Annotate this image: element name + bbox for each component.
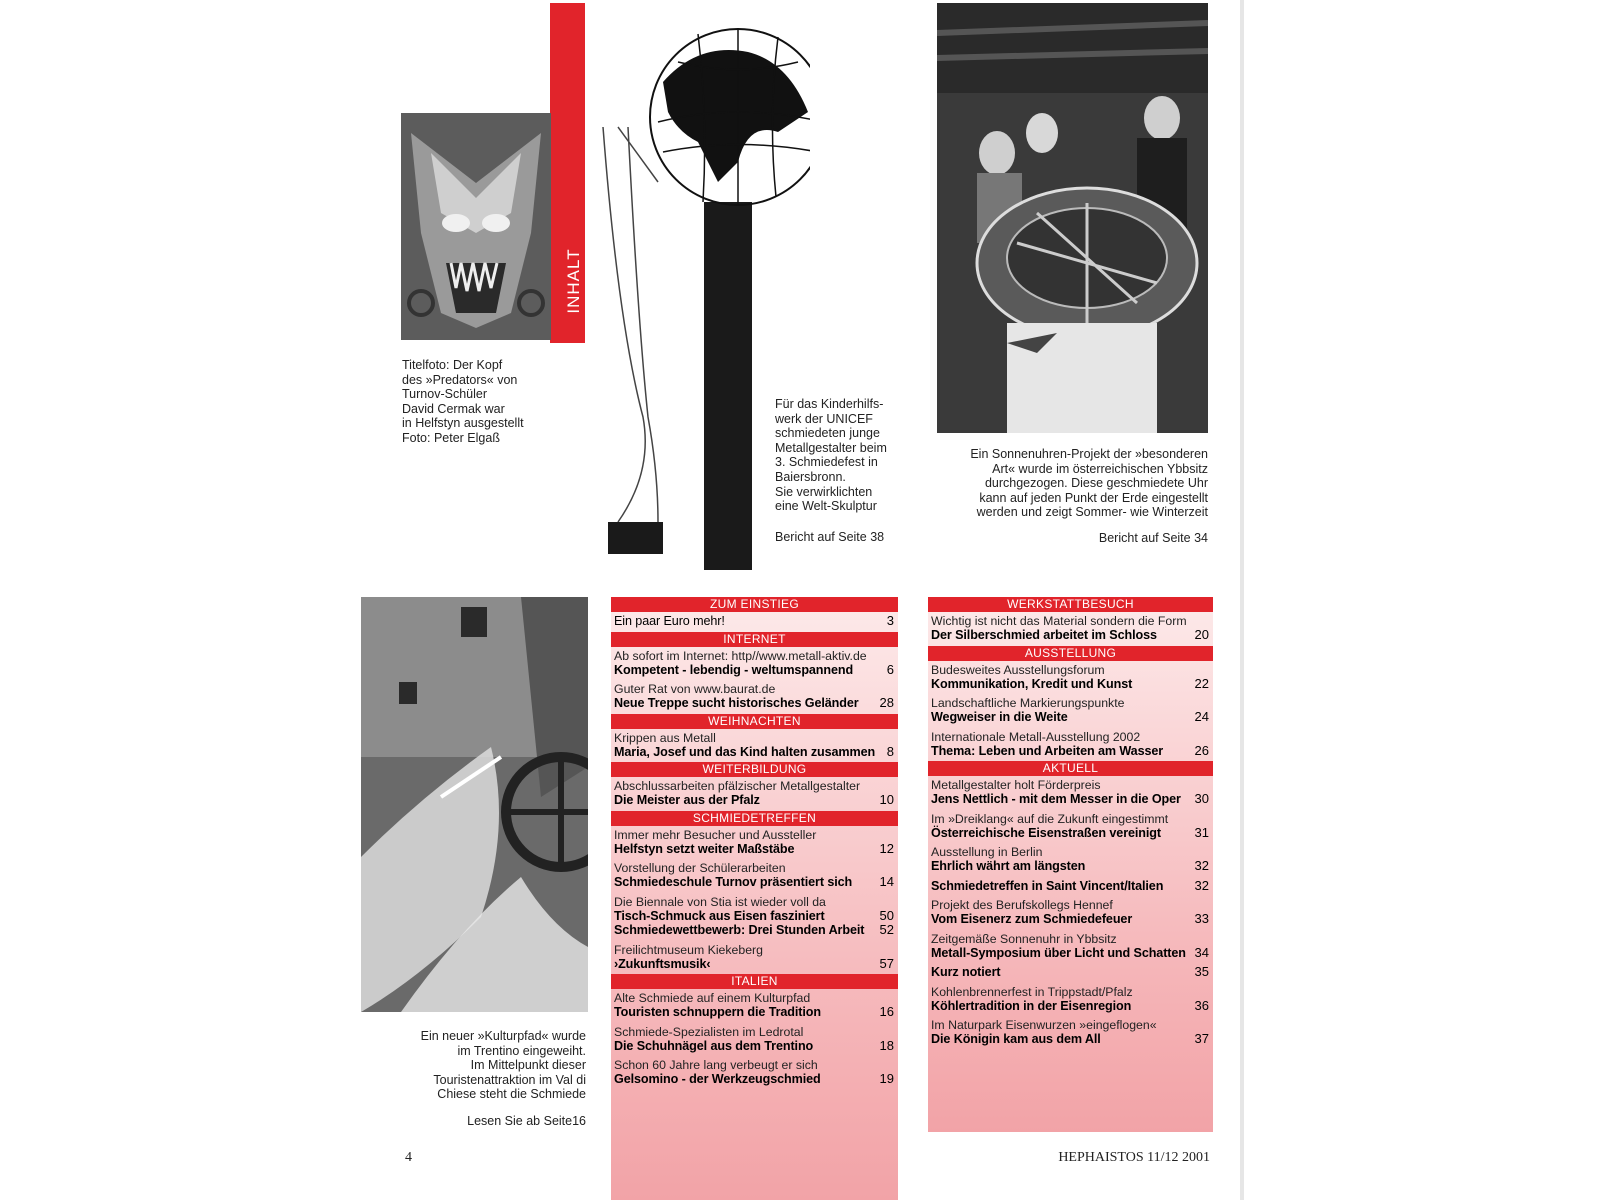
toc-entry-page: 36 (1194, 997, 1209, 1013)
toc-entry-page: 24 (1194, 709, 1209, 724)
toc-entry[interactable] (928, 930, 1213, 964)
toc-entry-page: 18 (879, 1037, 894, 1053)
toc-entry-title: Kompetent - lebendig - weltumspannend (614, 662, 854, 677)
toc-entry[interactable] (611, 612, 898, 632)
toc-entry-page: 19 (879, 1071, 894, 1086)
toc-entry-title: Neue Treppe sucht historisches Geländer (614, 696, 859, 710)
toc-section-header: AUSSTELLUNG (928, 646, 1213, 661)
toc-entry-kicker: Guter Rat von www.baurat.de (614, 682, 776, 696)
toc-entry-kicker: Zeitgemäße Sonnenuhr in Ybbsitz (931, 931, 1117, 946)
toc-entry-page: 28 (879, 695, 894, 710)
waterwheel-photo (361, 597, 588, 1012)
toc-entry[interactable] (928, 877, 1213, 897)
toc-section-header: ITALIEN (611, 974, 898, 989)
toc-entry-title: Schmiedeschule Turnov präsentiert sich (614, 875, 853, 889)
toc-entry[interactable] (611, 729, 898, 763)
toc-entry[interactable] (611, 647, 898, 681)
toc-entry[interactable] (928, 612, 1213, 646)
unicef-caption: Für das Kinderhilfs- werk der UNICEF schmiedeten junge Metallgestalter beim 3. Schmiedefest in Baiersbronn. Sie verwirklichten eine Welt-Skulptur (775, 397, 887, 514)
predator-photo (401, 113, 551, 340)
toc-entry-kicker: Freilichtmuseum Kiekeberg (614, 942, 763, 957)
toc-left-column (611, 597, 898, 1090)
toc-entry[interactable] (928, 661, 1213, 695)
toc-entry-page: 22 (1194, 675, 1209, 691)
toc-section-header: ZUM EINSTIEG (611, 597, 898, 612)
toc-entry-title: Helfstyn setzt weiter Maßstäbe (614, 841, 795, 856)
toc-entry-title: Touristen schnuppern die Tradition (614, 1005, 821, 1019)
toc-entry-title: Metall-Symposium über Licht und Schatten (931, 945, 1186, 960)
toc-entry-page: 8 (886, 743, 894, 759)
toc-entry-page: 32 (1194, 877, 1209, 893)
toc-entry-title: Ehrlich währt am längsten (931, 859, 1086, 873)
toc-entry-page: 34 (1194, 944, 1209, 960)
toc-entry-title: Thema: Leben und Arbeiten am Wasser (931, 743, 1164, 758)
toc-entry[interactable] (928, 896, 1213, 930)
toc-entry[interactable] (928, 983, 1213, 1017)
page-number: 4 (405, 1150, 412, 1165)
toc-entry-title: Schmiedetreffen in Saint Vincent/Italien (931, 878, 1164, 893)
toc-entry-kicker: Projekt des Berufskollegs Hennef (931, 898, 1113, 912)
toc-entry-kicker: Die Biennale von Stia ist wieder voll da (614, 894, 826, 909)
toc-section-header: WERKSTATTBESUCH (928, 597, 1213, 612)
toc-entry-page: 35 (1194, 964, 1209, 979)
kulturpfad-caption: Ein neuer »Kulturpfad« wurde im Trentino eingeweiht. Im Mittelpunkt dieser Touristenattraktion im Val di Chiese steht die Schmiede (420, 1029, 586, 1102)
toc-entry[interactable] (611, 893, 898, 941)
toc-entry-title: Die Schuhnägel aus dem Trentino (614, 1038, 814, 1053)
toc-entry-kicker: Metallgestalter holt Förderpreis (931, 778, 1101, 792)
toc-entry-page: 31 (1194, 824, 1209, 840)
toc-entry-page: 32 (1194, 858, 1209, 873)
toc-entry-title: Wegweiser in die Weite (931, 710, 1068, 724)
toc-entry-page: 57 (879, 955, 894, 971)
toc-entry-title: Köhlertradition in der Eisenregion (931, 998, 1132, 1013)
toc-entry[interactable] (928, 963, 1213, 983)
toc-entry-page: 12 (879, 840, 894, 856)
toc-entry-kicker: Im Naturpark Eisenwurzen »eingeflogen« (931, 1018, 1157, 1032)
sundial-page-ref: Bericht auf Seite 34 (1098, 531, 1208, 545)
toc-section-header: WEIHNACHTEN (611, 714, 898, 729)
page-edge (1240, 0, 1244, 1200)
inhalt-label: INHALT (564, 248, 583, 314)
toc-section-header: SCHMIEDETREFFEN (611, 811, 898, 826)
toc-entry[interactable] (928, 776, 1213, 810)
toc-entry[interactable] (928, 843, 1213, 877)
toc-section-header: INTERNET (611, 632, 898, 647)
sundial-caption: Ein Sonnenuhren-Projekt der »besonderen Art« wurde im österreichischen Ybbsitz durchgezogen. Diese geschmiedete Uhr kann auf jeden Punkt der Erde eingestellt werden und zeigt Sommer- wie Winterzeit (970, 447, 1208, 520)
toc-entry-page: 3 (886, 613, 894, 628)
toc-entry-kicker: Budesweites Ausstellungsforum (931, 662, 1105, 677)
toc-entry-page: 16 (879, 1004, 894, 1019)
toc-entry-page: 14 (879, 874, 894, 889)
toc-entry[interactable] (611, 989, 898, 1023)
toc-entry-title: Österreichische Eisenstraßen vereinigt (931, 825, 1161, 840)
kulturpfad-page-ref: Lesen Sie ab Seite16 (467, 1114, 586, 1128)
toc-entry-kicker: Krippen aus Metall (614, 730, 716, 745)
toc-entry-title: Die Königin kam aus dem All (931, 1032, 1101, 1046)
magazine-issue: HEPHAISTOS 11/12 2001 (1058, 1150, 1210, 1165)
toc-entry[interactable] (611, 859, 898, 893)
toc-entry-kicker: Schon 60 Jahre lang verbeugt er sich (614, 1058, 818, 1072)
toc-section-header: AKTUELL (928, 761, 1213, 776)
toc-entry[interactable] (928, 728, 1213, 762)
toc-entry[interactable] (928, 694, 1213, 728)
toc-entry-title: Der Silberschmied arbeitet im Schloss (931, 628, 1157, 642)
predator-caption: Titelfoto: Der Kopf des »Predators« von Turnov-Schüler David Cermak war in Helfstyn ausgestellt Foto: Peter Elgaß (402, 358, 524, 445)
toc-entry-kicker: Ausstellung in Berlin (931, 845, 1043, 859)
toc-entry-kicker: Schmiede-Spezialisten im Ledrotal (614, 1024, 804, 1039)
toc-entry-kicker: Ab sofort im Internet: http//www.metall-aktiv.de (614, 648, 867, 663)
toc-entry-page: 10 (879, 792, 894, 807)
toc-entry-page: 20 (1194, 627, 1209, 642)
toc-entry-page: 26 (1194, 742, 1209, 758)
toc-entry[interactable] (928, 810, 1213, 844)
toc-entry[interactable] (928, 1016, 1213, 1050)
toc-entry-kicker: Landschaftliche Markierungspunkte (931, 696, 1125, 710)
toc-entry-title: Vom Eisenerz zum Schmiedefeuer (931, 912, 1133, 926)
unicef-page-ref: Bericht auf Seite 38 (775, 530, 885, 544)
toc-entry-page: 52 (879, 922, 894, 937)
inhalt-tab (550, 3, 585, 343)
toc-entry[interactable] (611, 826, 898, 860)
toc-entry-kicker: Vorstellung der Schülerarbeiten (614, 861, 786, 875)
toc-entry-title: Kommunikation, Kredit und Kunst (931, 676, 1133, 691)
toc-entry-kicker: Abschlussarbeiten pfälzischer Metallgestalter (614, 779, 861, 793)
toc-entry-page: 50 (879, 907, 894, 923)
toc-entry[interactable] (611, 777, 898, 811)
toc-entry-kicker: Im »Dreiklang« auf die Zukunft eingestimmt (931, 811, 1169, 826)
toc-entry[interactable] (611, 941, 898, 975)
toc-entry-page: 30 (1194, 791, 1209, 806)
toc-entry-kicker: Internationale Metall-Ausstellung 2002 (931, 729, 1141, 744)
toc-entry-kicker: Alte Schmiede auf einem Kulturpfad (614, 991, 811, 1005)
toc-entry-title: Ein paar Euro mehr! (614, 614, 725, 628)
toc-entry-title: Tisch-Schmuck aus Eisen fasziniert (614, 908, 825, 923)
toc-entry-title: Schmiedewettbewerb: Drei Stunden Arbeit (614, 923, 865, 937)
sundial-photo (937, 3, 1208, 433)
toc-entry[interactable] (611, 1056, 898, 1090)
toc-entry-page: 33 (1194, 911, 1209, 926)
toc-entry[interactable] (611, 680, 898, 714)
toc-entry-kicker: Wichtig ist nicht das Material sondern die Form (931, 614, 1187, 628)
toc-entry-title: Gelsomino - der Werkzeugschmied (614, 1072, 821, 1086)
toc-entry-kicker: Immer mehr Besucher und Aussteller (614, 827, 817, 842)
toc-entry-title: Die Meister aus der Pfalz (614, 793, 760, 807)
toc-entry-kicker: Kohlenbrennerfest in Trippstadt/Pfalz (931, 984, 1133, 999)
toc-entry-title: Maria, Josef und das Kind halten zusammen (614, 744, 876, 759)
toc-section-header: WEITERBILDUNG (611, 762, 898, 777)
toc-right-column (928, 597, 1213, 1050)
toc-entry[interactable] (611, 1023, 898, 1057)
toc-entry-page: 6 (886, 661, 894, 677)
toc-entry-title: Kurz notiert (931, 965, 1001, 979)
toc-entry-title: Jens Nettlich - mit dem Messer in die Oper (931, 792, 1181, 806)
toc-entry-page: 37 (1194, 1031, 1209, 1046)
toc-entry-title: ›Zukunftsmusik‹ (614, 956, 711, 971)
